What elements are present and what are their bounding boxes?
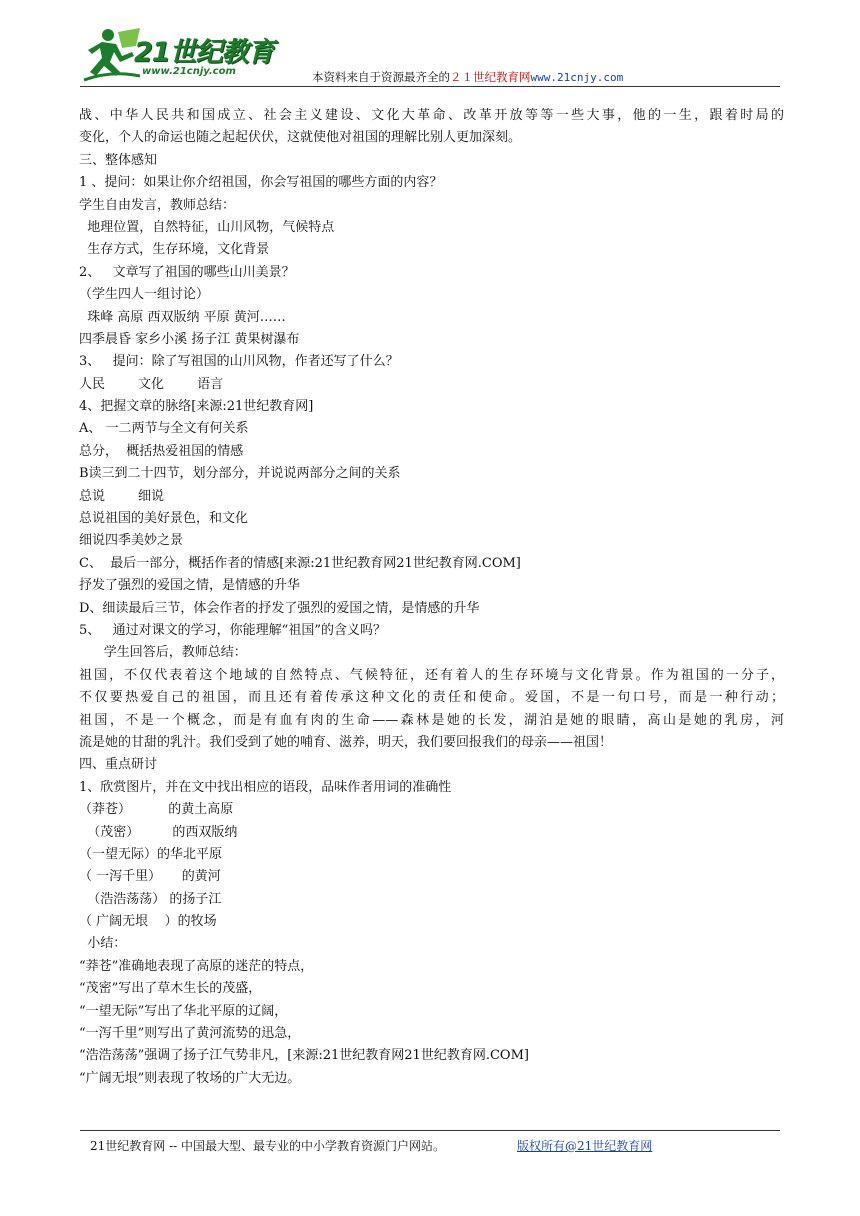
- text-line: 抒发了强烈的爱国之情，是情感的升华: [79, 578, 301, 594]
- text-line: 细说四季美妙之景: [79, 533, 184, 549]
- text-line: A、 一二两节与全文有何关系: [79, 421, 249, 437]
- logo-url: www.21cnjy.com: [142, 66, 236, 77]
- text-line: 1、欣赏图片，并在文中找出相应的语段，品味作者用词的准确性: [79, 779, 452, 795]
- text-line: C、 最后一部分，概括作者的情感[来源:21世纪教育网21世纪教育网.COM]: [79, 555, 521, 571]
- text-line: “一泻千里”则写出了黄河流势的迅急，: [79, 1026, 301, 1042]
- document-body: [79, 105, 784, 1090]
- header-divider: [80, 86, 780, 87]
- text-line: 4、把握文章的脉络[来源:21世纪教育网]: [79, 399, 314, 415]
- text-line: 学生自由发言，教师总结：: [79, 197, 236, 213]
- text-line: （茂密） 的西双版纳: [79, 824, 238, 840]
- footer-divider: [80, 1130, 780, 1131]
- site-logo[interactable]: [82, 26, 292, 84]
- text-line: 总说祖国的美好景色，和文化: [79, 511, 249, 527]
- logo-text: 21世纪教育: [134, 37, 274, 68]
- text-line: 1 、提问：如果让你介绍祖国，你会写祖国的哪些方面的内容？: [79, 175, 443, 191]
- text-line: 不仅要热爱自己的祖国，而且还有着传承这种文化的责任和使命。爱国，不是一句口号，而是一种行动；: [79, 690, 784, 706]
- text-line: 5、 通过对课文的学习，你能理解“祖国”的含义吗？: [79, 622, 386, 638]
- text-line: 地理位置，自然特征，山川风物，气候特点: [79, 219, 335, 235]
- text-line: 战、中华人民共和国成立、社会主义建设、文化大革命、改革开放等等一些大事，他的一生，跟着时局的: [79, 108, 784, 123]
- text-line: 四季晨昏 家乡小溪 扬子江 黄果树瀑布: [79, 331, 300, 347]
- text-line: 流是她的甘甜的乳汁。我们受到了她的哺育、滋养，明天，我们要回报我们的母亲——祖国！: [79, 734, 613, 750]
- text-line: “莽苍”准确地表现了高原的迷茫的特点，: [79, 958, 314, 974]
- runner-logo-icon: [82, 26, 142, 84]
- text-line: （莽苍） 的黄土高原: [79, 802, 234, 818]
- text-line: 小结：: [79, 936, 127, 952]
- text-line: “一望无际”写出了华北平原的辽阔，: [79, 1003, 288, 1019]
- footer-copyright-link[interactable]: 版权所有@21世纪教育网: [517, 1139, 653, 1153]
- text-line: 3、 提问：除了写祖国的山川风物，作者还写了什么？: [79, 354, 399, 370]
- text-line: “浩浩荡荡”强调了扬子江气势非凡，[来源:21世纪教育网21世纪教育网.COM]: [79, 1048, 529, 1064]
- text-line: 祖国，不仅代表着这个地域的自然特点、气候特征，还有着人的生存环境与文化背景。作为祖国的一分子，: [79, 667, 784, 683]
- footer: [90, 1137, 653, 1154]
- text-line: 总说 细说: [79, 488, 165, 504]
- text-line: 生存方式，生存环境，文化背景: [79, 242, 270, 258]
- text-line: 学生回答后，教师总结：: [79, 645, 247, 661]
- text-line: B读三到二十四节，划分部分，并说说两部分之间的关系: [79, 466, 401, 482]
- text-line: （学生四人一组讨论）: [79, 287, 210, 303]
- text-line: 三、整体感知: [79, 152, 158, 168]
- text-line: 2、 文章写了祖国的哪些山川美景？: [79, 264, 295, 280]
- text-line: D、细读最后三节，体会作者的抒发了强烈的爱国之情，是情感的升华: [79, 600, 480, 616]
- text-line: 总分， 概括热爱祖国的情感: [79, 443, 244, 459]
- header-url-link[interactable]: www.21cnjy.com: [530, 71, 624, 84]
- text-line: 祖国，不是一个概念，而是有血有肉的生命——森林是她的长发，湖泊是她的眼睛，高山是她的乳房，河: [79, 712, 784, 728]
- header-note-prefix: 本资料来自于资源最齐全的: [312, 70, 450, 84]
- text-line: “茂密”写出了草木生长的茂盛，: [79, 981, 262, 997]
- text-line: （ 一泻千里） 的黄河: [79, 869, 221, 885]
- text-line: 变化，个人的命运也随之起起伏伏，这就使他对祖国的理解比别人更加深刻。: [79, 130, 522, 146]
- footer-left-text: 21世纪教育网 -- 中国最大型、最专业的中小学教育资源门户网站。: [90, 1139, 446, 1153]
- header-site-link[interactable]: ２１世纪教育网: [450, 70, 531, 84]
- text-line: （ 广阔无垠 ）的牧场: [79, 914, 217, 930]
- text-line: 珠峰 高原 西双版纳 平原 黄河……: [79, 309, 286, 325]
- text-line: 四、重点研讨: [79, 757, 158, 773]
- text-line: （一望无际）的华北平原: [79, 846, 223, 862]
- text-line: “广阔无垠”则表现了牧场的广大无边。: [79, 1070, 301, 1086]
- text-line: 人民 文化 语言: [79, 376, 224, 392]
- header-note: [312, 69, 623, 85]
- text-line: （浩浩荡荡） 的扬子江: [79, 891, 222, 907]
